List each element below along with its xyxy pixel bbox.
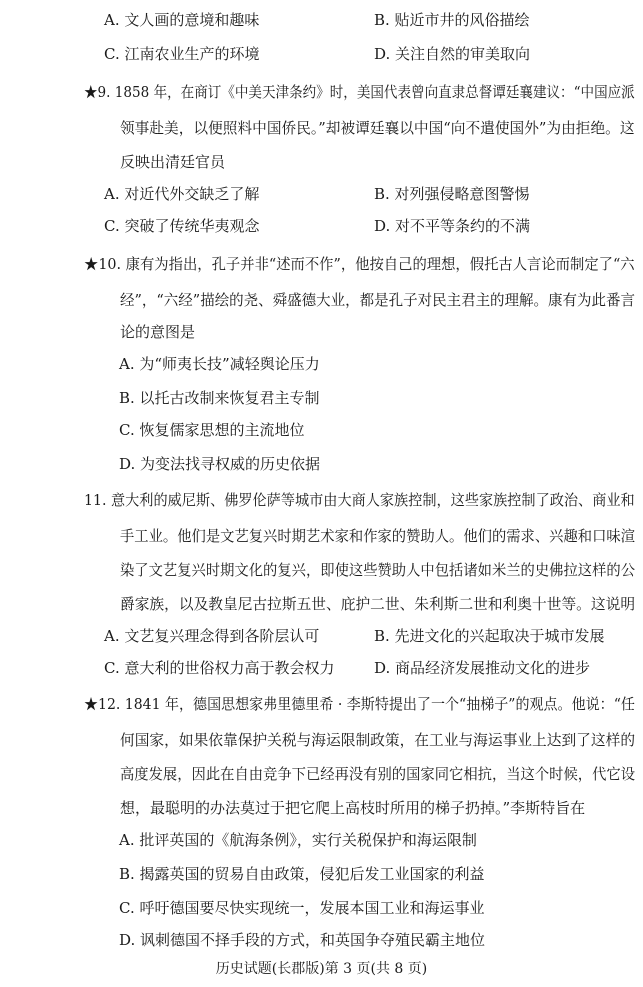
q8-option-a: A. 文人画的意境和趣味: [104, 11, 260, 29]
q10-option-b: B. 以托古改制来恢复君主专制: [119, 389, 320, 407]
q12-option-c: C. 呼吁德国要尽快实现统一，发展本国工业和海运事业: [119, 899, 485, 917]
q8-option-b: B. 贴近市井的风俗描绘: [374, 11, 530, 29]
q8-option-c: C. 江南农业生产的环境: [104, 45, 260, 63]
q9-stem-line: ★9. 1858 年，在商订《中美天津条约》时，美国代表曾向直隶总督谭廷襄建议：“中国应派: [84, 83, 635, 101]
q11-option-c: C. 意大利的世俗权力高于教会权力: [104, 659, 335, 677]
q10-option-c: C. 恢复儒家思想的主流地位: [119, 421, 305, 439]
q11-stem-line: 11. 意大利的威尼斯、佛罗伦萨等城市由大商人家族控制，这些家族控制了政治、商业和: [84, 491, 635, 509]
q9-option-d: D. 对不平等条约的不满: [374, 217, 531, 235]
q11-option-a: A. 文艺复兴理念得到各阶层认可: [104, 627, 320, 645]
q11-stem-line: 手工业。他们是文艺复兴时期艺术家和作家的赞助人。他们的需求、兴趣和口味渲: [120, 527, 636, 545]
q12-option-d: D. 讽刺德国不择手段的方式，和英国争夺殖民霸主地位: [119, 931, 486, 949]
q11-stem-line: 爵家族，以及教皇尼古拉斯五世、庇护二世、朱利斯二世和利奥十世等。这说明: [120, 595, 636, 613]
q11-stem-line: 染了文艺复兴时期文化的复兴，即使这些赞助人中包括诸如米兰的史佛拉这样的公: [120, 561, 636, 579]
q8-option-d: D. 关注自然的审美取向: [374, 45, 531, 63]
q9-option-a: A. 对近代外交缺乏了解: [104, 185, 260, 203]
q12-option-b: B. 揭露英国的贸易自由政策，侵犯后发工业国家的利益: [119, 865, 485, 883]
q12-stem-line: 高度发展，因此在自由竞争下已经再没有别的国家同它相抗，当这个时候，代它设: [120, 765, 636, 783]
q11-option-b: B. 先进文化的兴起取决于城市发展: [374, 627, 605, 645]
q10-stem-line: 经”，“六经”描绘的尧、舜盛德大业，都是孔子对民主君主的理解。康有为此番言: [120, 291, 635, 309]
q12-stem-line: 何国家，如果依靠保护关税与海运限制政策，在工业与海运事业上达到了这样的: [120, 731, 636, 749]
page-footer: 历史试题(长郡版)第 3 页(共 8 页): [215, 961, 428, 977]
q10-option-d: D. 为变法找寻权威的历史依据: [119, 455, 321, 473]
q10-stem-line: 论的意图是: [120, 323, 196, 341]
q12-option-a: A. 批评英国的《航海条例》，实行关税保护和海运限制: [119, 831, 477, 849]
q9-stem-line: 反映出清廷官员: [120, 153, 226, 171]
q9-option-c: C. 突破了传统华夷观念: [104, 217, 260, 235]
q10-stem-line: ★10. 康有为指出，孔子并非“述而不作”，他按自己的理想，假托古人言论而制定了“六: [84, 255, 635, 273]
q9-option-b: B. 对列强侵略意图警惕: [374, 185, 530, 203]
q12-stem-line: 想，最聪明的办法莫过于把它爬上高枝时所用的梯子扔掉。”李斯特旨在: [120, 799, 586, 817]
q10-option-a: A. 为“师夷长技”减轻舆论压力: [119, 355, 320, 373]
q9-stem-line: 领事赴美，以便照料中国侨民。”却被谭廷襄以中国“向不遣使国外”为由拒绝。这: [120, 119, 635, 137]
q12-stem-line: ★12. 1841 年，德国思想家弗里德里希 · 李斯特提出了一个“抽梯子”的观点。他说：“任: [84, 695, 635, 713]
q11-option-d: D. 商品经济发展推动文化的进步: [374, 659, 591, 677]
